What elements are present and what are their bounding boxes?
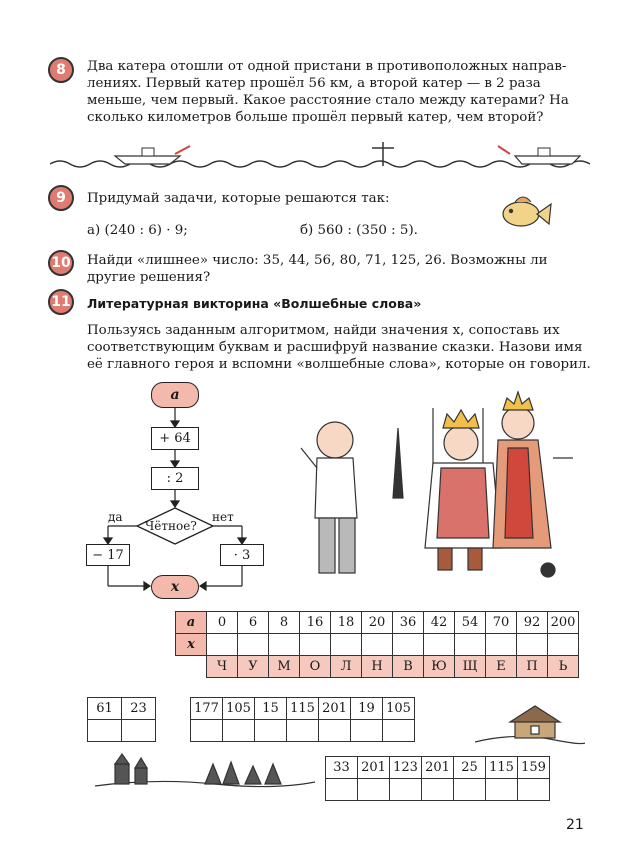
answer-number-cell: 159	[518, 757, 550, 779]
x-value-cell[interactable]	[300, 634, 331, 656]
task-10-line: другие решения?	[87, 270, 211, 285]
task-8-line: Два катера отошли от одной пристани в противоположных направ-	[87, 59, 567, 74]
answer-number-cell: 25	[454, 757, 486, 779]
a-value-cell: 54	[455, 612, 486, 634]
letter-cell: Ю	[424, 656, 455, 678]
task-8-line: меньше, чем первый. Какое расстояние стало между катерами? На	[87, 93, 569, 108]
boats-illustration	[50, 138, 590, 178]
answer-letter-cell[interactable]	[351, 720, 383, 742]
a-value-cell: 0	[207, 612, 238, 634]
answer-number-cell: 105	[223, 698, 255, 720]
answer-number-cell: 177	[191, 698, 223, 720]
letter-cell: О	[300, 656, 331, 678]
letter-cell: Л	[331, 656, 362, 678]
answer-letter-cell[interactable]	[319, 720, 351, 742]
answer-letter-cell[interactable]	[383, 720, 415, 742]
flowchart-yes-label: да	[108, 510, 123, 524]
letter-cell: У	[238, 656, 269, 678]
answer-letter-cell[interactable]	[88, 720, 122, 742]
page-number: 21	[566, 817, 584, 833]
task-11-line: Пользуясь заданным алгоритмом, найди значения x, сопоставь их	[87, 323, 560, 338]
letter-cell: В	[393, 656, 424, 678]
answer-letter-cell[interactable]	[287, 720, 319, 742]
flowchart-start: a	[151, 382, 199, 408]
a-value-cell: 42	[424, 612, 455, 634]
answer-group-1	[87, 697, 156, 742]
fairy-tale-illustration	[293, 388, 573, 588]
task-11-badge: 11	[48, 289, 74, 315]
letter-cell: Щ	[455, 656, 486, 678]
answer-letter-cell[interactable]	[518, 779, 550, 801]
task-8-line: сколько километров больше прошёл первый катер, чем второй?	[87, 110, 544, 125]
letter-cell: Н	[362, 656, 393, 678]
task-8-badge: 8	[48, 57, 74, 83]
answer-letter-cell[interactable]	[326, 779, 358, 801]
table-row-letters	[176, 656, 579, 678]
answer-number-cell: 201	[358, 757, 390, 779]
task-10-line: Найди «лишнее» число: 35, 44, 56, 80, 71, 125, 26. Возможны ли	[87, 253, 548, 268]
answer-number-cell: 19	[351, 698, 383, 720]
task-11-line: соответствующим буквам и расшифруй название сказки. Назови имя	[87, 340, 583, 355]
x-value-cell[interactable]	[486, 634, 517, 656]
boat-left-icon	[115, 156, 180, 164]
answer-number-cell: 105	[383, 698, 415, 720]
a-value-cell: 8	[269, 612, 300, 634]
x-value-cell[interactable]	[207, 634, 238, 656]
a-value-cell: 18	[331, 612, 362, 634]
answer-number-cell: 201	[422, 757, 454, 779]
table-row-a	[176, 612, 579, 634]
flowchart-step-add: + 64	[151, 427, 199, 450]
answer-number-cell: 33	[326, 757, 358, 779]
table-row-x	[176, 634, 579, 656]
answer-letter-cell[interactable]	[122, 720, 156, 742]
answer-letter-cell[interactable]	[390, 779, 422, 801]
task-10-badge: 10	[48, 250, 74, 276]
x-value-cell[interactable]	[517, 634, 548, 656]
a-value-cell: 16	[300, 612, 331, 634]
task-11-title: Литературная викторина «Волшебные слова»	[87, 296, 422, 311]
letter-cell: П	[517, 656, 548, 678]
x-value-cell[interactable]	[455, 634, 486, 656]
task-11-line: её главного героя и вспомни «волшебные слова», которые он говорил.	[87, 357, 591, 372]
flowchart-step-divide: : 2	[151, 467, 199, 490]
task-9-expr-a: а) (240 : 6) · 9;	[87, 223, 188, 238]
x-value-cell[interactable]	[424, 634, 455, 656]
x-value-cell[interactable]	[393, 634, 424, 656]
row-x-label: x	[176, 634, 207, 656]
a-value-cell: 6	[238, 612, 269, 634]
flowchart-end: x	[151, 575, 199, 599]
answer-number-cell: 115	[486, 757, 518, 779]
empty-cell	[176, 656, 207, 678]
a-value-cell: 92	[517, 612, 548, 634]
answer-group-2	[190, 697, 415, 742]
task-11-text	[87, 322, 617, 373]
row-a-label: a	[176, 612, 207, 634]
answer-number-cell: 23	[122, 698, 156, 720]
a-value-cell: 70	[486, 612, 517, 634]
answer-number-cell: 15	[255, 698, 287, 720]
flowchart-no-label: нет	[212, 510, 234, 524]
a-value-cell: 36	[393, 612, 424, 634]
answer-number-cell: 115	[287, 698, 319, 720]
task-10-text	[87, 252, 617, 286]
letter-cell: Ч	[207, 656, 238, 678]
answer-letter-cell[interactable]	[191, 720, 223, 742]
answer-letter-cell[interactable]	[422, 779, 454, 801]
answer-letter-cell[interactable]	[486, 779, 518, 801]
flowchart-condition: Чётное?	[145, 519, 197, 533]
a-value-cell: 200	[548, 612, 579, 634]
answer-letter-cell[interactable]	[358, 779, 390, 801]
task-9-prompt: Придумай задачи, которые решаются так:	[87, 191, 390, 206]
boat-right-icon	[515, 156, 580, 164]
house-illustration	[475, 692, 585, 752]
answer-letter-cell[interactable]	[255, 720, 287, 742]
flowchart-branch-subtract: − 17	[86, 544, 130, 566]
task-8-text	[87, 58, 617, 126]
x-value-cell[interactable]	[269, 634, 300, 656]
x-value-cell[interactable]	[238, 634, 269, 656]
x-value-cell[interactable]	[548, 634, 579, 656]
fish-icon	[495, 188, 555, 238]
x-value-cell[interactable]	[331, 634, 362, 656]
task-9-expr-b: б) 560 : (350 : 5).	[300, 223, 418, 238]
answer-number-cell: 123	[390, 757, 422, 779]
answer-number-cell: 61	[88, 698, 122, 720]
task-8-line: лениях. Первый катер прошёл 56 км, а второй катер — в 2 раза	[87, 76, 541, 91]
letter-cell: Ь	[548, 656, 579, 678]
letter-cell: Е	[486, 656, 517, 678]
town-illustration	[95, 750, 315, 790]
answer-letter-cell[interactable]	[223, 720, 255, 742]
a-value-cell: 20	[362, 612, 393, 634]
answer-number-cell: 201	[319, 698, 351, 720]
letter-cell: М	[269, 656, 300, 678]
decode-table	[175, 611, 579, 678]
x-value-cell[interactable]	[362, 634, 393, 656]
answer-group-3	[325, 756, 550, 801]
flowchart-branch-multiply: · 3	[220, 544, 264, 566]
task-9-badge: 9	[48, 185, 74, 211]
answer-letter-cell[interactable]	[454, 779, 486, 801]
